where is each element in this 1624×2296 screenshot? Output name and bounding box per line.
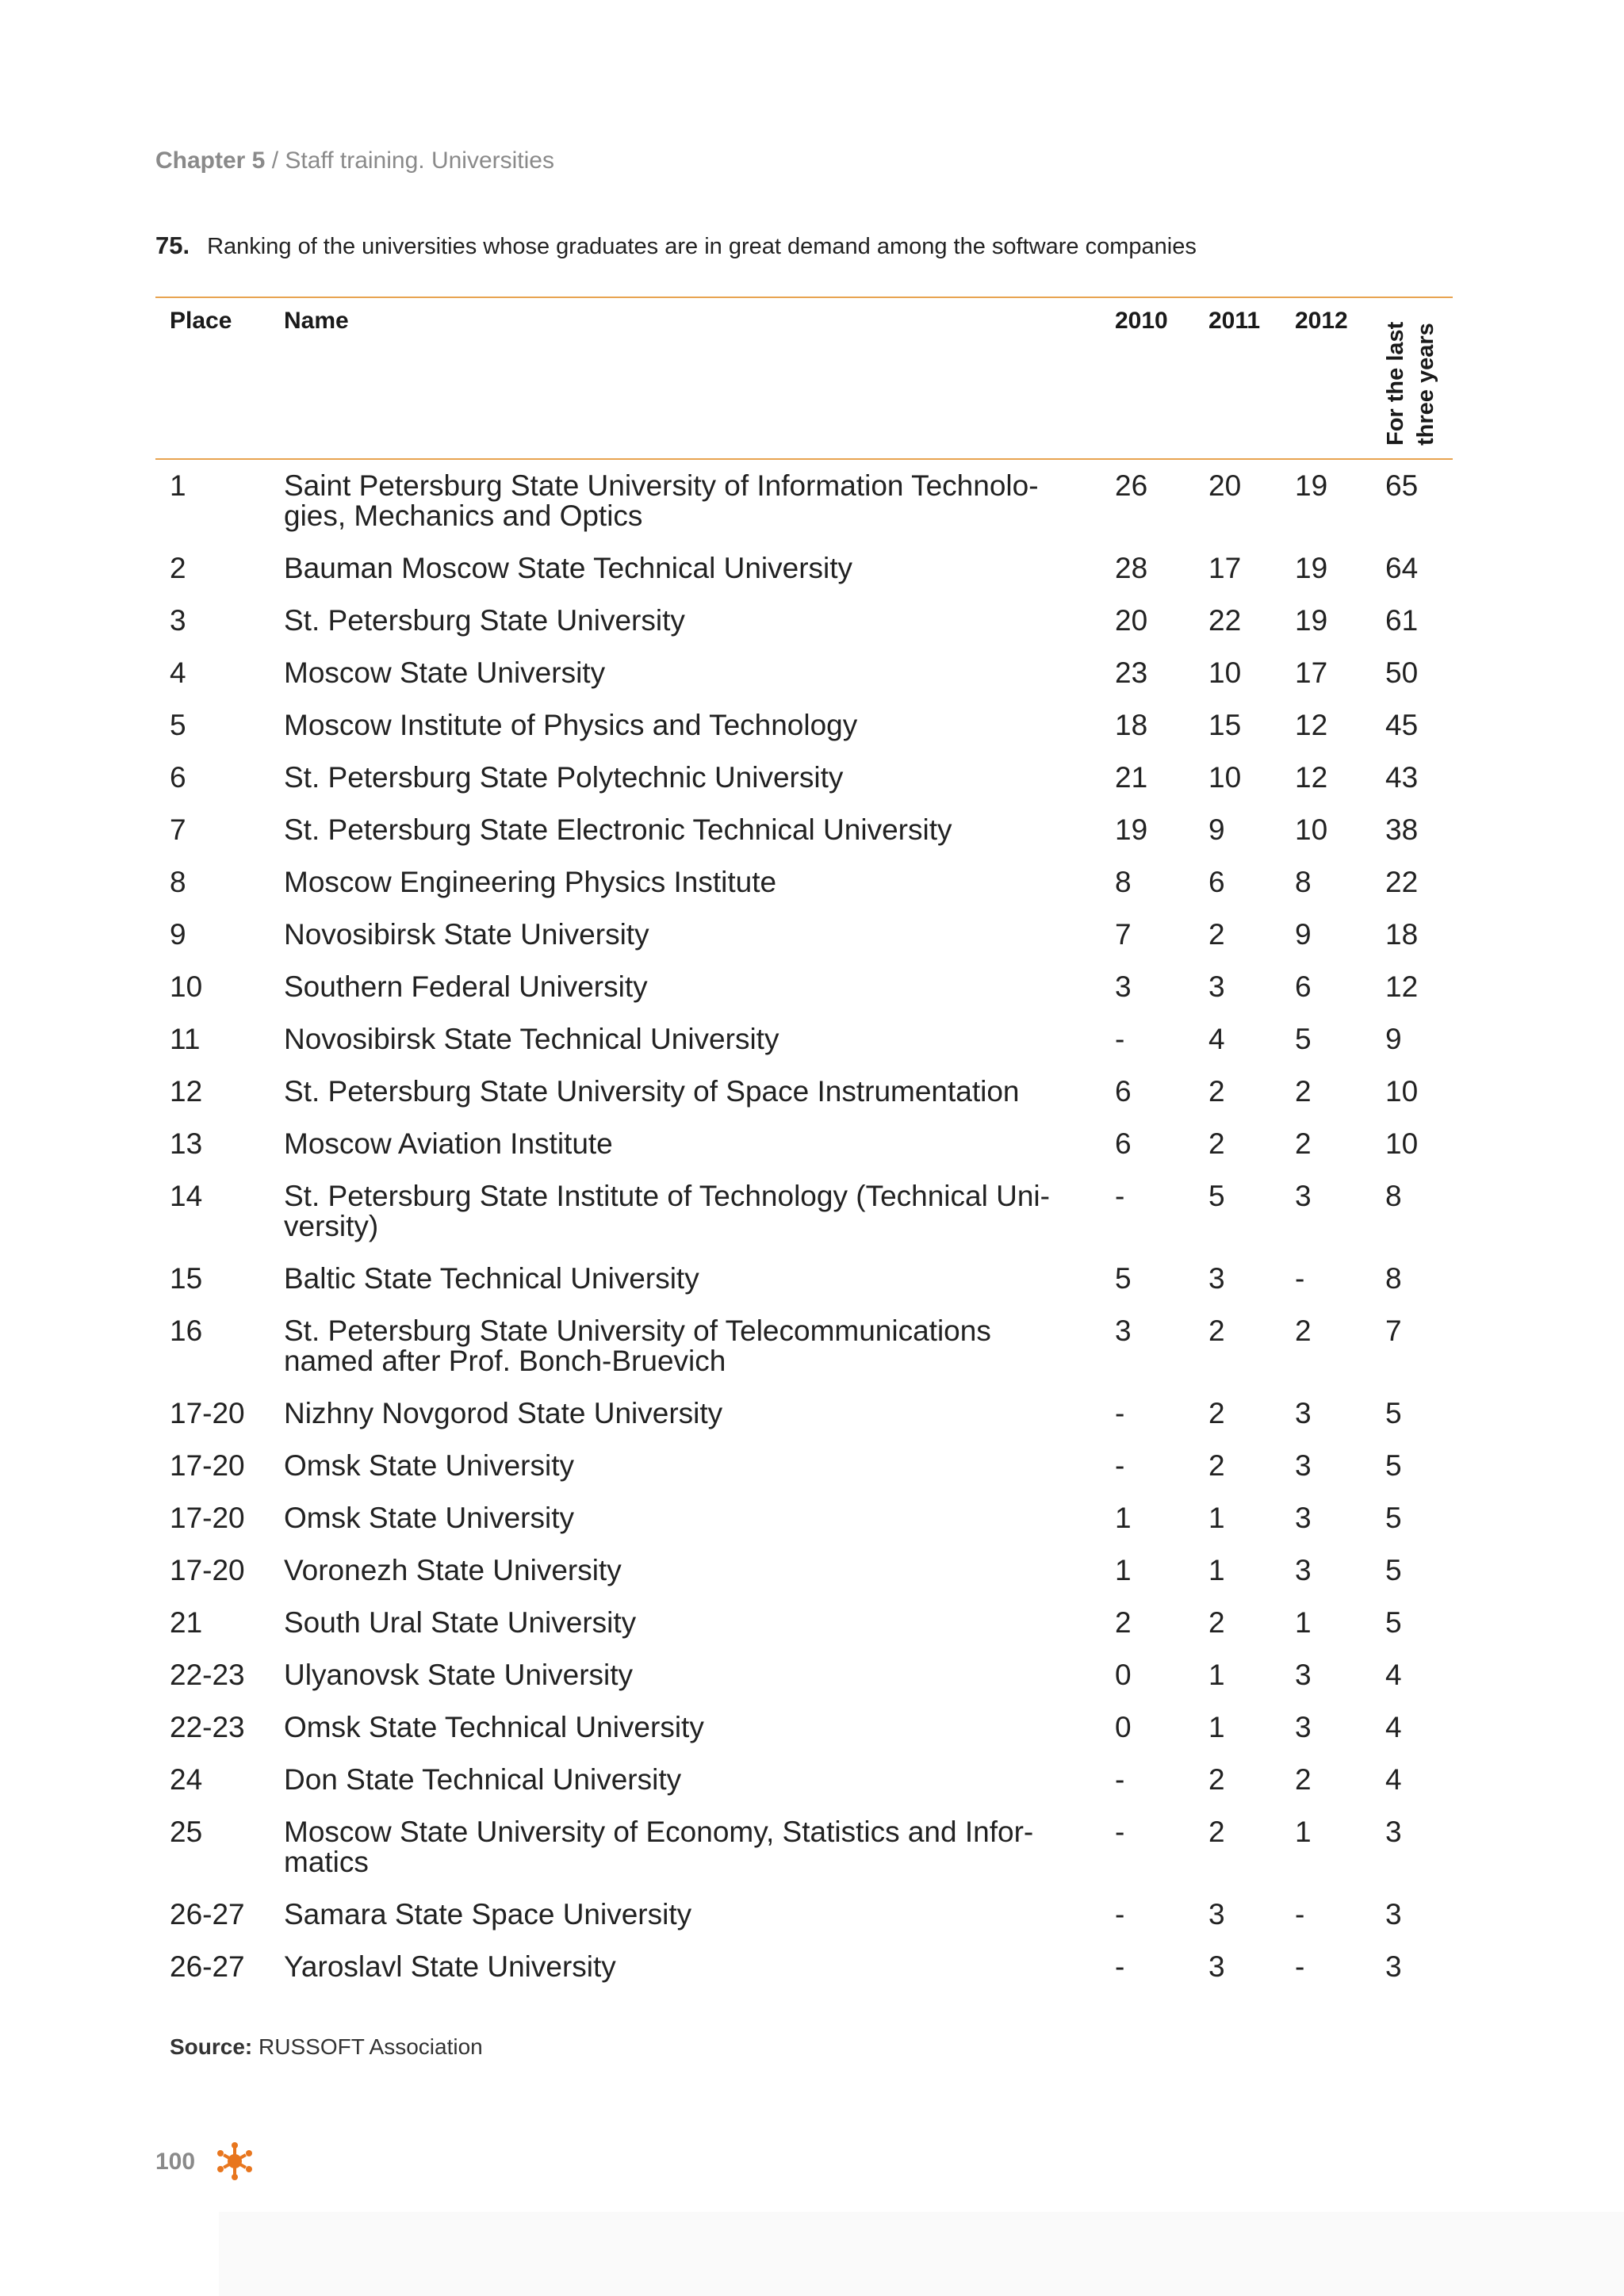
cell-2011: 1 <box>1208 1711 1225 1743</box>
cell-2012: 3 <box>1295 1502 1312 1534</box>
cell-total: 4 <box>1385 1763 1402 1796</box>
cell-total: 43 <box>1385 761 1419 794</box>
cell-2010: 19 <box>1115 813 1148 846</box>
cell-place: 16 <box>170 1314 203 1347</box>
cell-2011: 9 <box>1208 813 1225 846</box>
cell-total: 61 <box>1385 604 1419 637</box>
cell-place: 17-20 <box>170 1554 245 1586</box>
cell-name-line: St. Petersburg State Electronic Technical University <box>284 813 952 846</box>
cell-2010: - <box>1115 1950 1125 1983</box>
cell-name-line: Baltic State Technical University <box>284 1262 699 1295</box>
cell-2010: - <box>1115 1023 1125 1055</box>
cell-2011: 22 <box>1208 604 1242 637</box>
cell-name <box>284 972 1069 1002</box>
column-header-total-line-2: three years <box>1413 323 1438 446</box>
cell-name-line: Don State Technical University <box>284 1763 682 1796</box>
cell-place: 5 <box>170 709 186 741</box>
cell-total: 4 <box>1385 1659 1402 1691</box>
column-header-2010: 2010 <box>1115 308 1168 334</box>
cell-2010: 8 <box>1115 866 1132 898</box>
cell-name-line: Moscow State University of Economy, Statistics and Infor- <box>284 1816 1034 1848</box>
cell-place: 11 <box>170 1023 201 1055</box>
table-top-rule <box>155 297 1453 298</box>
table-header-rule <box>155 458 1453 460</box>
cell-name-line: Moscow Institute of Physics and Technology <box>284 709 858 741</box>
cell-name <box>284 1024 1069 1054</box>
cell-place: 17-20 <box>170 1449 245 1482</box>
cell-name <box>284 1556 1069 1586</box>
cell-place: 2 <box>170 552 186 584</box>
cell-name-line: Voronezh State University <box>284 1554 622 1586</box>
cell-place: 22-23 <box>170 1659 245 1691</box>
cell-2012: 6 <box>1295 970 1312 1003</box>
cell-total: 5 <box>1385 1502 1402 1534</box>
column-header-name: Name <box>284 308 349 334</box>
cell-name <box>284 1399 1069 1429</box>
cell-2010: 7 <box>1115 918 1132 951</box>
cell-place: 24 <box>170 1763 203 1796</box>
cell-place: 22-23 <box>170 1711 245 1743</box>
cell-name-line: Moscow State University <box>284 656 606 689</box>
cell-2012: - <box>1295 1898 1305 1931</box>
cell-2012: - <box>1295 1950 1305 1983</box>
cell-name-line: gies, Mechanics and Optics <box>284 499 643 532</box>
cell-name-line: Omsk State University <box>284 1502 574 1534</box>
cell-2010: 3 <box>1115 970 1132 1003</box>
cell-name-line: Nizhny Novgorod State University <box>284 1397 723 1429</box>
cell-total: 18 <box>1385 918 1419 951</box>
cell-name <box>284 471 1069 531</box>
cell-name <box>284 658 1069 688</box>
figure-number: 75. <box>155 232 190 259</box>
cell-place: 12 <box>170 1075 203 1108</box>
cell-2010: 3 <box>1115 1314 1132 1347</box>
cell-name <box>284 606 1069 636</box>
cell-name <box>284 1316 1069 1376</box>
cell-name-line: Saint Petersburg State University of Information Technolo- <box>284 469 1039 502</box>
cell-2010: 23 <box>1115 656 1148 689</box>
chapter-label: Chapter 5 <box>155 147 266 174</box>
cell-place: 17-20 <box>170 1502 245 1534</box>
cell-2010: - <box>1115 1816 1125 1848</box>
cell-name <box>284 1765 1069 1795</box>
cell-name <box>284 815 1069 845</box>
cell-2011: 6 <box>1208 866 1225 898</box>
cell-2010: 6 <box>1115 1127 1132 1160</box>
cell-total: 3 <box>1385 1950 1402 1983</box>
cell-name <box>284 1817 1069 1877</box>
cell-2011: 3 <box>1208 970 1225 1003</box>
cell-place: 8 <box>170 866 186 898</box>
cell-total: 50 <box>1385 656 1419 689</box>
cell-2012: 3 <box>1295 1180 1312 1212</box>
cell-2012: 19 <box>1295 604 1328 637</box>
cell-2010: 5 <box>1115 1262 1132 1295</box>
cell-2012: 5 <box>1295 1023 1312 1055</box>
cell-total: 4 <box>1385 1711 1402 1743</box>
cell-2011: 10 <box>1208 761 1242 794</box>
cell-2011: 15 <box>1208 709 1242 741</box>
cell-2011: 2 <box>1208 1816 1225 1848</box>
cell-2012: 8 <box>1295 866 1312 898</box>
cell-2011: 10 <box>1208 656 1242 689</box>
cell-total: 5 <box>1385 1554 1402 1586</box>
cell-2010: 26 <box>1115 469 1148 502</box>
cell-total: 10 <box>1385 1127 1419 1160</box>
cell-2012: 1 <box>1295 1606 1312 1639</box>
cell-name <box>284 1900 1069 1930</box>
cell-2011: 2 <box>1208 918 1225 951</box>
cell-2011: 5 <box>1208 1180 1225 1212</box>
cell-2011: 3 <box>1208 1262 1225 1295</box>
column-header-total <box>1381 322 1441 446</box>
cell-name-line: St. Petersburg State University <box>284 604 685 637</box>
cell-2010: - <box>1115 1898 1125 1931</box>
cell-total: 5 <box>1385 1449 1402 1482</box>
cell-place: 4 <box>170 656 186 689</box>
cell-total: 38 <box>1385 813 1419 846</box>
cell-place: 6 <box>170 761 186 794</box>
cell-2011: 2 <box>1208 1075 1225 1108</box>
cell-2010: - <box>1115 1180 1125 1212</box>
column-header-place: Place <box>170 308 232 334</box>
cell-2010: 2 <box>1115 1606 1132 1639</box>
cell-2010: 0 <box>1115 1659 1132 1691</box>
cell-2011: 1 <box>1208 1659 1225 1691</box>
cell-2012: 19 <box>1295 469 1328 502</box>
cell-name <box>284 1077 1069 1107</box>
page-number: 100 <box>155 2149 196 2175</box>
source-label: Source: <box>170 2034 253 2059</box>
cell-name <box>284 1608 1069 1638</box>
cell-2010: 0 <box>1115 1711 1132 1743</box>
cell-place: 25 <box>170 1816 203 1848</box>
cell-name-line: Samara State Space University <box>284 1898 692 1931</box>
figure-title: Ranking of the universities whose graduates are in great demand among the software companies <box>207 234 1197 259</box>
cell-name <box>284 1952 1069 1982</box>
section-title: / Staff training. Universities <box>271 147 554 174</box>
cell-name <box>284 1451 1069 1481</box>
cell-name <box>284 710 1069 740</box>
cell-2011: 1 <box>1208 1502 1225 1534</box>
cell-2010: 1 <box>1115 1554 1132 1586</box>
cell-total: 8 <box>1385 1180 1402 1212</box>
cell-name <box>284 867 1069 897</box>
cell-2012: 1 <box>1295 1816 1312 1848</box>
cell-2012: 3 <box>1295 1659 1312 1691</box>
cell-total: 7 <box>1385 1314 1402 1347</box>
cell-2012: 12 <box>1295 761 1328 794</box>
cell-name-line: Novosibirsk State University <box>284 918 649 951</box>
cell-name-line: St. Petersburg State University of Telecommunications <box>284 1314 991 1347</box>
cell-total: 5 <box>1385 1397 1402 1429</box>
cell-2012: 19 <box>1295 552 1328 584</box>
cell-total: 65 <box>1385 469 1419 502</box>
cell-2011: 2 <box>1208 1127 1225 1160</box>
cell-name <box>284 1660 1069 1690</box>
cell-place: 10 <box>170 970 203 1003</box>
cell-2010: - <box>1115 1449 1125 1482</box>
cell-2011: 2 <box>1208 1606 1225 1639</box>
cell-name-line: St. Petersburg State Polytechnic University <box>284 761 844 794</box>
cell-name <box>284 1129 1069 1159</box>
cell-name <box>284 920 1069 950</box>
cell-2012: 3 <box>1295 1711 1312 1743</box>
cell-2012: 3 <box>1295 1397 1312 1429</box>
cell-2011: 4 <box>1208 1023 1225 1055</box>
orange-splash-logo-icon <box>214 2141 255 2182</box>
cell-2011: 17 <box>1208 552 1242 584</box>
cell-2012: 12 <box>1295 709 1328 741</box>
cell-total: 12 <box>1385 970 1419 1003</box>
cell-2011: 3 <box>1208 1950 1225 1983</box>
cell-place: 14 <box>170 1180 203 1212</box>
cell-total: 5 <box>1385 1606 1402 1639</box>
cell-name <box>284 763 1069 793</box>
cell-2011: 2 <box>1208 1397 1225 1429</box>
column-header-2012: 2012 <box>1295 308 1348 334</box>
cell-place: 17-20 <box>170 1397 245 1429</box>
cell-2010: - <box>1115 1763 1125 1796</box>
cell-total: 22 <box>1385 866 1419 898</box>
figure-caption <box>155 232 1197 260</box>
cell-2010: 6 <box>1115 1075 1132 1108</box>
cell-2012: 9 <box>1295 918 1312 951</box>
cell-2011: 3 <box>1208 1898 1225 1931</box>
cell-2011: 2 <box>1208 1314 1225 1347</box>
cell-2010: 20 <box>1115 604 1148 637</box>
cell-name <box>284 553 1069 584</box>
cell-2012: - <box>1295 1262 1305 1295</box>
cell-name-line: Novosibirsk State Technical University <box>284 1023 779 1055</box>
cell-2012: 3 <box>1295 1449 1312 1482</box>
cell-2012: 2 <box>1295 1763 1312 1796</box>
cell-name-line: matics <box>284 1846 369 1878</box>
cell-place: 7 <box>170 813 186 846</box>
column-header-2011: 2011 <box>1208 308 1261 334</box>
cell-name <box>284 1503 1069 1533</box>
cell-2012: 2 <box>1295 1127 1312 1160</box>
cell-name-line: Omsk State University <box>284 1449 574 1482</box>
cell-2010: 28 <box>1115 552 1148 584</box>
page-corner-shade <box>219 2212 1624 2296</box>
cell-place: 21 <box>170 1606 203 1639</box>
cell-name <box>284 1264 1069 1294</box>
cell-name-line: Southern Federal University <box>284 970 648 1003</box>
cell-place: 9 <box>170 918 186 951</box>
cell-total: 9 <box>1385 1023 1402 1055</box>
cell-2011: 20 <box>1208 469 1242 502</box>
cell-name-line: versity) <box>284 1210 379 1242</box>
cell-total: 10 <box>1385 1075 1419 1108</box>
cell-2012: 17 <box>1295 656 1328 689</box>
cell-name <box>284 1712 1069 1743</box>
cell-place: 26-27 <box>170 1950 245 1983</box>
cell-2012: 2 <box>1295 1314 1312 1347</box>
cell-total: 8 <box>1385 1262 1402 1295</box>
cell-total: 64 <box>1385 552 1419 584</box>
cell-name-line: Moscow Engineering Physics Institute <box>284 866 777 898</box>
cell-2010: - <box>1115 1397 1125 1429</box>
cell-name-line: Bauman Moscow State Technical University <box>284 552 853 584</box>
cell-name-line: St. Petersburg State University of Space Instrumentation <box>284 1075 1020 1108</box>
cell-2010: 21 <box>1115 761 1148 794</box>
cell-2011: 1 <box>1208 1554 1225 1586</box>
cell-name-line: Yaroslavl State University <box>284 1950 616 1983</box>
source-text: RUSSOFT Association <box>259 2034 483 2059</box>
cell-name-line: Ulyanovsk State University <box>284 1659 634 1691</box>
column-header-total-line-1: For the last <box>1383 321 1408 446</box>
cell-name-line: Moscow Aviation Institute <box>284 1127 613 1160</box>
source-note <box>170 2034 483 2060</box>
cell-name <box>284 1181 1069 1242</box>
cell-place: 15 <box>170 1262 203 1295</box>
cell-2010: 18 <box>1115 709 1148 741</box>
cell-total: 3 <box>1385 1898 1402 1931</box>
cell-2010: 1 <box>1115 1502 1132 1534</box>
cell-2011: 2 <box>1208 1449 1225 1482</box>
chapter-header <box>155 147 554 174</box>
cell-place: 13 <box>170 1127 203 1160</box>
cell-2012: 10 <box>1295 813 1328 846</box>
cell-total: 3 <box>1385 1816 1402 1848</box>
cell-place: 26-27 <box>170 1898 245 1931</box>
cell-place: 1 <box>170 469 186 502</box>
cell-2012: 2 <box>1295 1075 1312 1108</box>
cell-2011: 2 <box>1208 1763 1225 1796</box>
cell-name-line: named after Prof. Bonch-Bruevich <box>284 1345 726 1377</box>
cell-2012: 3 <box>1295 1554 1312 1586</box>
cell-place: 3 <box>170 604 186 637</box>
cell-name-line: South Ural State University <box>284 1606 637 1639</box>
cell-name-line: Omsk State Technical University <box>284 1711 704 1743</box>
cell-total: 45 <box>1385 709 1419 741</box>
cell-name-line: St. Petersburg State Institute of Technology (Technical Uni- <box>284 1180 1050 1212</box>
